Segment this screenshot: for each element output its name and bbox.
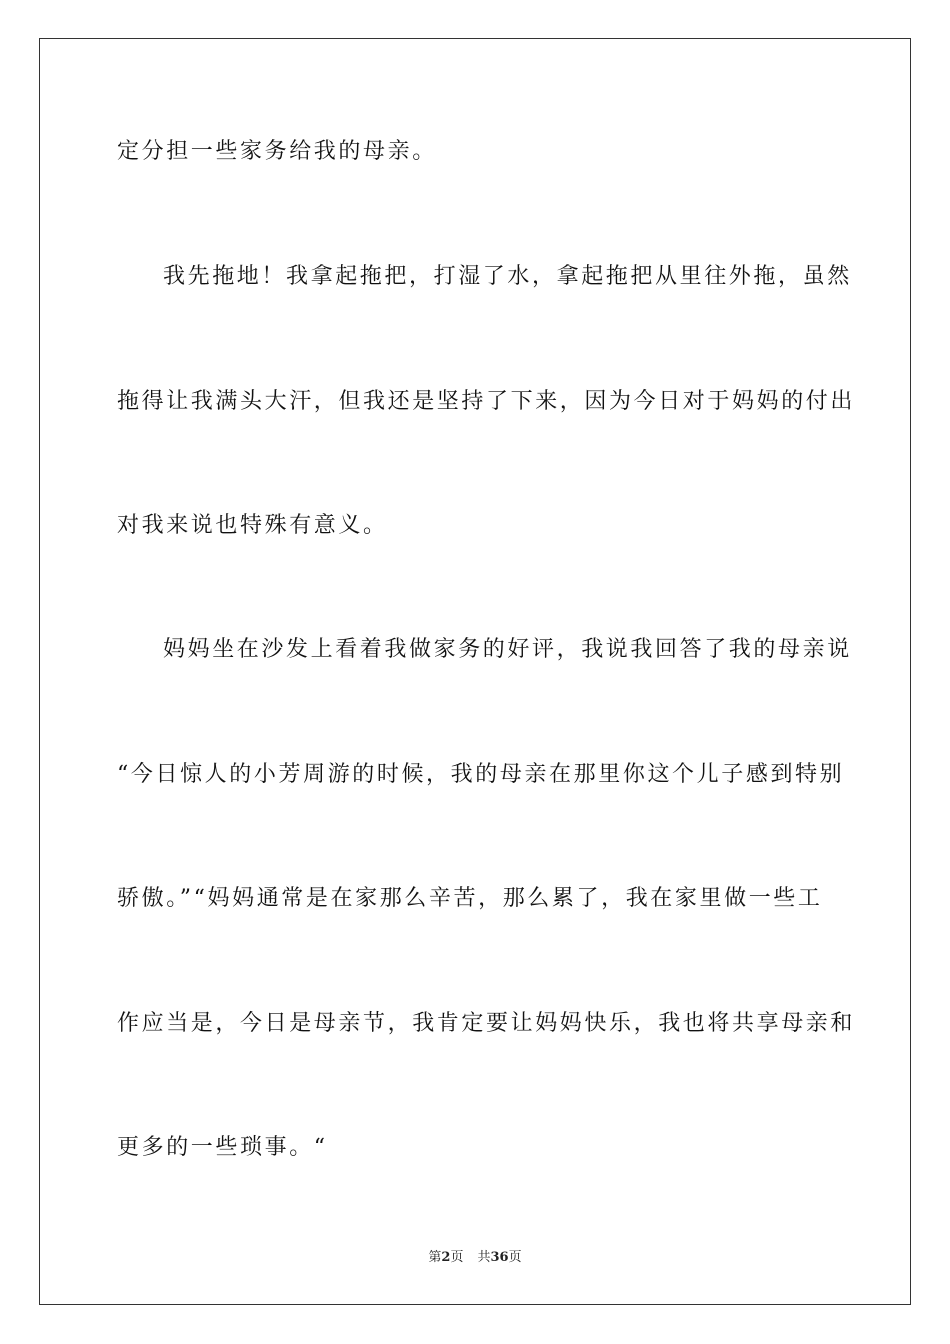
page-suffix: 页 xyxy=(450,1250,464,1265)
paragraph-line-8: 作应当是，今日是母亲节，我肯定要让妈妈快乐，我也将共享母亲和 xyxy=(117,1011,856,1036)
paragraph-line-6: “今日惊人的小芳周游的时候，我的母亲在那里你这个儿子感到特别 xyxy=(117,762,845,787)
paragraph-line-7: 骄傲。”“妈妈通常是在家那么辛苦，那么累了，我在家里做一些工 xyxy=(117,886,823,911)
paragraph-line-2: 我先拖地！我拿起拖把，打湿了水，拿起拖把从里往外拖，虽然 xyxy=(163,264,852,289)
paragraph-line-5: 妈妈坐在沙发上看着我做家务的好评，我说我回答了我的母亲说 xyxy=(163,637,852,662)
page-number: 2 xyxy=(441,1250,451,1265)
paragraph-line-4: 对我来说也特殊有意义。 xyxy=(117,513,388,538)
page-border xyxy=(39,38,911,1305)
total-pages: 36 xyxy=(490,1250,509,1265)
total-suffix: 页 xyxy=(508,1250,522,1265)
paragraph-line-3: 拖得让我满头大汗，但我还是坚持了下来，因为今日对于妈妈的付出 xyxy=(117,389,856,414)
page-footer xyxy=(0,1250,950,1266)
paragraph-line-1: 定分担一些家务给我的母亲。 xyxy=(117,139,437,164)
page-prefix: 第 xyxy=(428,1250,442,1265)
paragraph-line-9: 更多的一些琐事。“ xyxy=(117,1135,328,1160)
total-prefix: 共 xyxy=(477,1250,491,1265)
